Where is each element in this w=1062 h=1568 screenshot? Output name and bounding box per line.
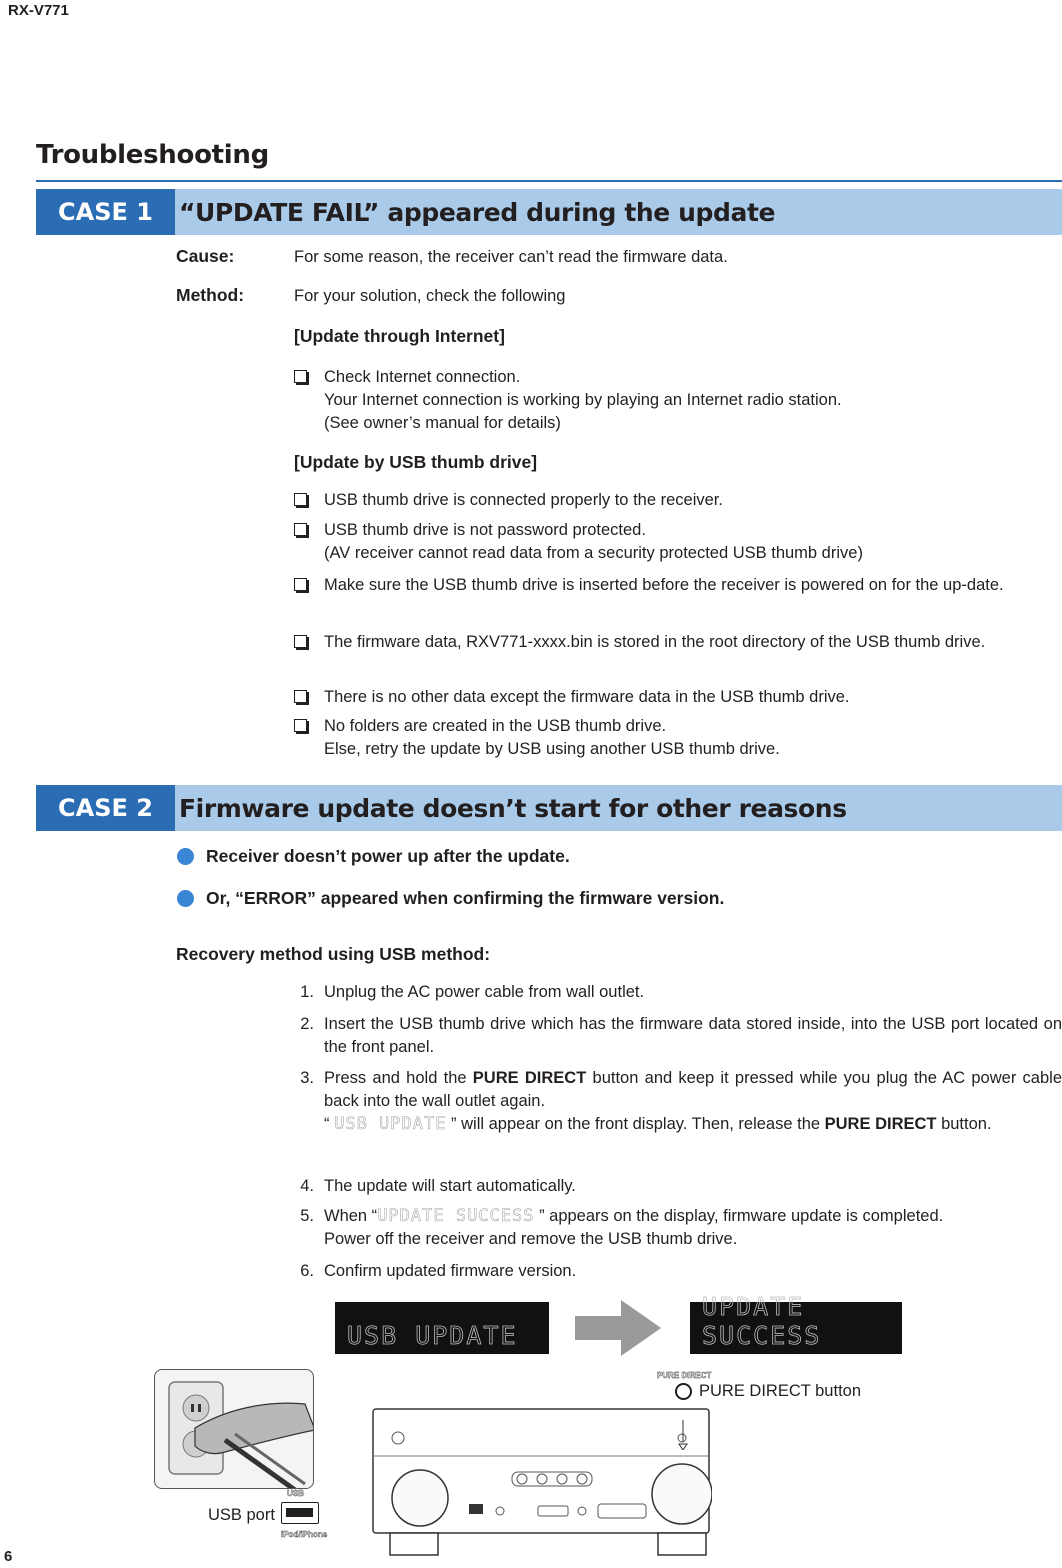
panel-usb-label: USB: [287, 1489, 304, 1498]
section-title: Troubleshooting: [36, 140, 269, 170]
check-line: Check Internet connection.: [324, 368, 521, 386]
check-line: (See owner’s manual for details): [324, 414, 561, 432]
cause-text: For some reason, the receiver can’t read the firmware data.: [294, 248, 728, 266]
step-text-part: ” will appear on the front display. Then, release the: [446, 1115, 825, 1133]
cause-label: Cause:: [176, 246, 235, 266]
step-number: 4.: [300, 1177, 314, 1195]
panel-pure-direct-label: PURE DIRECT: [657, 1371, 712, 1380]
lcd-display-text: UPDATE SUCCESS: [702, 1292, 822, 1350]
recovery-heading: Recovery method using USB method:: [176, 944, 491, 964]
checklist-item: [294, 489, 1062, 512]
pointer-line: [676, 1420, 690, 1450]
step-text-part: ” appears on the display, firmware update is completed.: [534, 1207, 944, 1225]
checkbox-icon: [294, 719, 307, 732]
checkbox-icon: [294, 578, 307, 591]
case2-title: Firmware update doesn’t start for other reasons: [179, 793, 847, 823]
step-item: [294, 1013, 1062, 1059]
step-text: Unplug the AC power cable from wall outlet.: [324, 983, 645, 1001]
checklist-item: [294, 519, 1062, 565]
step-text-part: Power off the receiver and remove the USB thumb drive.: [324, 1230, 738, 1248]
step-text-part: button and keep it pressed while you plug the AC power cable back into the wall outlet again.: [324, 1069, 1062, 1110]
step-text-part: button.: [936, 1115, 992, 1133]
pure-direct-button: [675, 1383, 692, 1400]
checkbox-icon: [294, 523, 307, 536]
pure-direct-bold: PURE DIRECT: [824, 1115, 937, 1133]
step-text: [324, 1067, 1062, 1136]
checkbox-icon: [294, 370, 307, 383]
case2-label: CASE 2: [36, 785, 175, 831]
check-line: No folders are created in the USB thumb drive.: [324, 717, 667, 735]
bullet-dot-icon: [177, 848, 194, 865]
step-item: [294, 1260, 1062, 1283]
lcd-display-update-success: [690, 1292, 902, 1354]
pure-direct-caption: PURE DIRECT button: [699, 1382, 862, 1400]
step-text: The update will start automatically.: [324, 1177, 576, 1195]
case1-title: “UPDATE FAIL” appeared during the update: [179, 197, 776, 227]
step-text-part: When “: [324, 1207, 378, 1225]
checklist-item: [294, 366, 1062, 435]
check-line: Make sure the USB thumb drive is inserted before the receiver is powered on for the up-date.: [324, 576, 1004, 594]
bullet-text: Receiver doesn’t power up after the update.: [206, 846, 570, 866]
step-number: 3.: [300, 1069, 314, 1087]
checklist-item: [294, 631, 1062, 654]
check-line: Your Internet connection is working by playing an Internet radio station.: [324, 391, 842, 409]
bullet-dot-icon: [177, 890, 194, 907]
checkbox-icon: [294, 690, 307, 703]
step-text: Insert the USB thumb drive which has the firmware data stored inside, into the USB port located on the front panel.: [324, 1015, 1062, 1056]
check-line: (AV receiver cannot read data from a security protected USB thumb drive): [324, 544, 863, 562]
lcd-text-usb-update: USB UPDATE: [334, 1114, 447, 1134]
title-rule: [36, 180, 1062, 182]
check-line: USB thumb drive is not password protected.: [324, 521, 646, 539]
checklist-item: [294, 715, 1062, 761]
check-line: There is no other data except the firmware data in the USB thumb drive.: [324, 688, 850, 706]
receiver-front-panel: [372, 1408, 712, 1558]
step-number: 5.: [300, 1207, 314, 1225]
step-text: Confirm updated firmware version.: [324, 1262, 577, 1280]
bullet-text: Or, “ERROR” appeared when confirming the firmware version.: [206, 888, 725, 908]
check-line: Else, retry the update by USB using another USB thumb drive.: [324, 740, 780, 758]
lcd-text-update-success: UPDATE SUCCESS: [377, 1206, 535, 1226]
step-item: [294, 1175, 1062, 1198]
lcd-display-usb-update: [335, 1302, 549, 1354]
arrow-right-icon: [575, 1300, 663, 1356]
pure-direct-bold: PURE DIRECT: [472, 1069, 587, 1087]
usb-heading: [Update by USB thumb drive]: [294, 452, 538, 472]
checklist-item: [294, 686, 1062, 709]
step-item: [294, 1205, 1062, 1251]
checklist-item: [294, 574, 1062, 597]
internet-heading: [Update through Internet]: [294, 326, 505, 346]
check-line: USB thumb drive is connected properly to the receiver.: [324, 491, 723, 509]
lcd-display-text: USB UPDATE: [347, 1321, 518, 1350]
power-plug-illustration: [155, 1370, 314, 1489]
panel-ipod-label: iPod/iPhone: [281, 1530, 328, 1539]
usb-port-caption: USB port: [208, 1506, 275, 1524]
step-text-part: “: [324, 1115, 335, 1133]
step-number: 6.: [300, 1262, 314, 1280]
step-text: [324, 1205, 1062, 1251]
case1-bar: [36, 189, 1062, 235]
step-item: [294, 981, 1062, 1004]
checkbox-icon: [294, 635, 307, 648]
step-item: [294, 1067, 1062, 1136]
check-line: The firmware data, RXV771-xxxx.bin is stored in the root directory of the USB thumb drive.: [324, 633, 986, 651]
page-number: 6: [4, 1548, 13, 1565]
method-text: For your solution, check the following: [294, 287, 566, 305]
step-number: 2.: [300, 1015, 314, 1033]
step-number: 1.: [300, 983, 314, 1001]
case2-bar: [36, 785, 1062, 831]
model-name: RX-V771: [8, 2, 69, 19]
case1-label: CASE 1: [36, 189, 175, 235]
wall-outlet-inset: [154, 1369, 314, 1489]
checkbox-icon: [294, 493, 307, 506]
method-label: Method:: [176, 285, 245, 305]
usb-port-icon: [281, 1502, 319, 1524]
step-text-part: Press and hold the: [324, 1069, 473, 1087]
